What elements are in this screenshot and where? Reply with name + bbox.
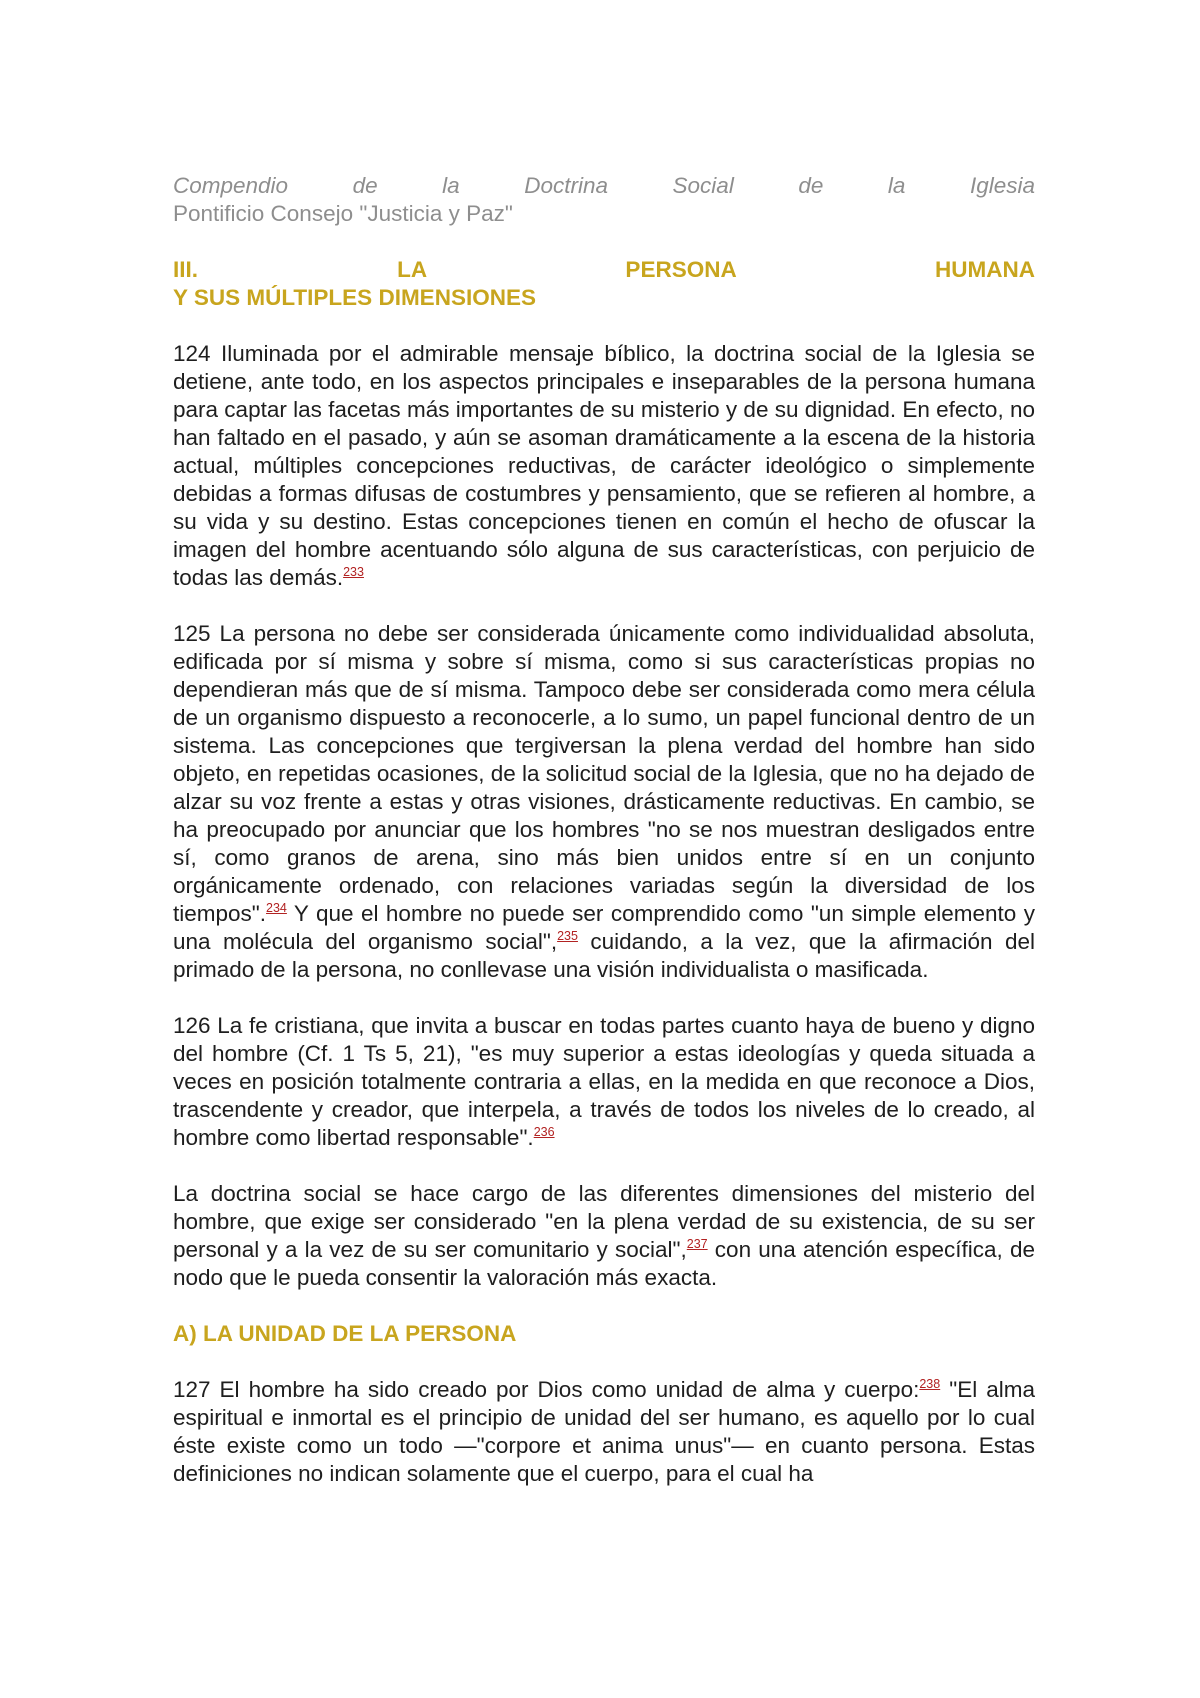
- paragraph-126-continued: [173, 1180, 1035, 1292]
- paragraph-text: 127 El hombre ha sido creado por Dios como unidad de alma y cuerpo:: [173, 1377, 920, 1402]
- paragraph-text: 126 La fe cristiana, que invita a buscar en todas partes cuanto haya de bueno y digno del hombre (Cf. 1 Ts 5, 21), "es muy superior a estas ideologías y queda situada a veces en posición totalmente contraria a ellas, en la medida en que reconoce a Dios, trascendente y creador, que interpela, a través de todos los niveles de lo creado, al hombre como libertad responsable".: [173, 1013, 1035, 1150]
- section-heading: [173, 256, 1035, 312]
- paragraph-125: [173, 620, 1035, 984]
- paragraph-text: 124 Iluminada por el admirable mensaje bíblico, la doctrina social de la Iglesia se detiene, ante todo, en los aspectos principales e inseparables de la persona humana para captar las facetas más importantes de su misterio y de su dignidad. En efecto, no han faltado en el pasado, y aún se asoman dramáticamente a la escena de la historia actual, múltiples concepciones reductivas, de carácter ideológico o simplemente debidas a formas difusas de costumbres y pensamiento, que se refieren al hombre, a su vida y su destino. Estas concepciones tienen en común el hecho de ofuscar la imagen del hombre acentuando sólo alguna de sus características, con perjuicio de todas las demás.: [173, 341, 1035, 590]
- paragraph-text: con una atención específica, de nodo que le pueda consentir la valoración más exacta.: [173, 1237, 1035, 1290]
- footnote-link[interactable]: 234: [266, 901, 287, 915]
- paragraph-text: 125 La persona no debe ser considerada únicamente como individualidad absoluta, edificada por sí misma y sobre sí misma, como si sus características propias no dependieran más que de sí misma. Tampoco debe ser considerada como mera célula de un organismo dispuesto a reconocerle, a lo sumo, un papel funcional dentro de un sistema. Las concepciones que tergiversan la plena verdad del hombre han sido objeto, en repetidas ocasiones, de la solicitud social de la Iglesia, que no ha dejado de alzar su voz frente a estas y otras visiones, drásticamente reductivas. En cambio, se ha preocupado por anunciar que los hombres "no se nos muestran desligados entre sí, como granos de arena, sino más bien unidos entre sí en un conjunto orgánicamente ordenado, con relaciones variadas según la diversidad de los tiempos".: [173, 621, 1035, 926]
- footnote-link[interactable]: 238: [919, 1377, 941, 1391]
- paragraph-127: [173, 1376, 1035, 1488]
- paragraph-text: "El alma espiritual e inmortal es el principio de unidad del ser humano, es aquello por lo cual éste existe como un todo —"corpore et anima unus"— en cuanto persona. Estas definiciones no indican solamente que el cuerpo, para el cual ha: [173, 1377, 1035, 1486]
- document-subtitle: Pontificio Consejo "Justicia y Paz": [173, 201, 513, 226]
- paragraph-text: cuidando, a la vez, que la afirmación del primado de la persona, no conllevase una visión individualista o masificada.: [173, 929, 1036, 982]
- footnote-link[interactable]: 236: [533, 1125, 555, 1139]
- footnote-link[interactable]: 235: [557, 929, 578, 943]
- section-heading-line-1: III. LA PERSONA HUMANA: [173, 257, 1035, 282]
- subsection-heading: A) LA UNIDAD DE LA PERSONA: [173, 1321, 517, 1346]
- paragraph-text: Y que el hombre no puede ser comprendido como "un simple elemento y una molécula del organismo social",: [173, 901, 1035, 954]
- document-content: [173, 172, 1035, 1516]
- document-title: Compendio de la Doctrina Social de la Iglesia: [173, 173, 1035, 198]
- footnote-link[interactable]: 233: [343, 565, 364, 579]
- paragraph-126: [173, 1012, 1035, 1152]
- paragraph-text: La doctrina social se hace cargo de las diferentes dimensiones del misterio del hombre, que exige ser considerado "en la plena verdad de su existencia, de su ser personal y a la vez de su ser comunitario y social",: [173, 1181, 1035, 1262]
- footnote-link[interactable]: 237: [686, 1237, 708, 1251]
- paragraph-124: [173, 340, 1035, 592]
- section-heading-line-2: Y SUS MÚLTIPLES DIMENSIONES: [173, 285, 536, 310]
